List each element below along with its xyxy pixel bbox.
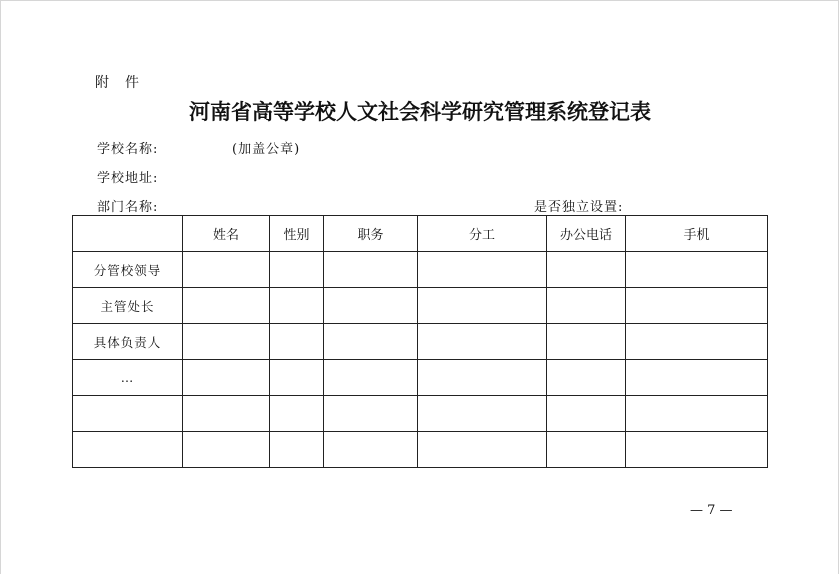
table-cell[interactable] — [418, 432, 547, 468]
department-label: 部门名称: — [97, 200, 159, 215]
row-label: … — [73, 360, 183, 396]
table-cell[interactable] — [270, 396, 324, 432]
table-cell[interactable] — [183, 252, 270, 288]
table-cell[interactable] — [183, 324, 270, 360]
table-row — [73, 252, 768, 288]
table-cell[interactable] — [626, 396, 768, 432]
table-cell[interactable] — [183, 360, 270, 396]
header-blank — [73, 216, 183, 252]
row-label — [73, 396, 183, 432]
table-row — [73, 396, 768, 432]
table-cell[interactable] — [418, 396, 547, 432]
table-cell[interactable] — [547, 432, 626, 468]
header-mobile: 手机 — [626, 216, 768, 252]
table-cell[interactable] — [547, 288, 626, 324]
table-cell[interactable] — [547, 252, 626, 288]
table-cell[interactable] — [418, 360, 547, 396]
table-row — [73, 432, 768, 468]
table-cell[interactable] — [626, 288, 768, 324]
table-cell[interactable] — [626, 360, 768, 396]
table-cell[interactable] — [626, 252, 768, 288]
table-cell[interactable] — [324, 432, 418, 468]
table-cell[interactable] — [270, 288, 324, 324]
table-cell[interactable] — [270, 432, 324, 468]
table-cell[interactable] — [626, 432, 768, 468]
seal-note: (加盖公章) — [232, 142, 301, 157]
table-row — [73, 360, 768, 396]
school-name-label: 学校名称: — [97, 142, 159, 157]
table-cell[interactable] — [547, 360, 626, 396]
independent-setup-label: 是否独立设置: — [534, 200, 624, 215]
attachment-label: 附件 — [95, 75, 155, 91]
table-cell[interactable] — [183, 432, 270, 468]
table-cell[interactable] — [547, 396, 626, 432]
header-duty: 分工 — [418, 216, 547, 252]
table-cell[interactable] — [418, 288, 547, 324]
table-cell[interactable] — [270, 324, 324, 360]
registration-table — [72, 215, 768, 468]
header-office-phone: 办公电话 — [547, 216, 626, 252]
page-number: — 7 — — [690, 503, 733, 518]
table-cell[interactable] — [270, 360, 324, 396]
school-address-label: 学校地址: — [97, 171, 159, 186]
table-cell[interactable] — [324, 288, 418, 324]
table-cell[interactable] — [183, 396, 270, 432]
header-gender: 性别 — [270, 216, 324, 252]
header-position: 职务 — [324, 216, 418, 252]
table-cell[interactable] — [418, 324, 547, 360]
table-cell[interactable] — [324, 396, 418, 432]
table-cell[interactable] — [626, 324, 768, 360]
row-label: 分管校领导 — [73, 252, 183, 288]
row-label: 具体负责人 — [73, 324, 183, 360]
row-label: 主管处长 — [73, 288, 183, 324]
document-title: 河南省高等学校人文社会科学研究管理系统登记表 — [189, 99, 651, 124]
table-cell[interactable] — [418, 252, 547, 288]
row-label — [73, 432, 183, 468]
table-cell[interactable] — [270, 252, 324, 288]
table-cell[interactable] — [324, 252, 418, 288]
table-header-row — [73, 216, 768, 252]
table-cell[interactable] — [547, 324, 626, 360]
table-row — [73, 288, 768, 324]
table-row — [73, 324, 768, 360]
header-name: 姓名 — [183, 216, 270, 252]
table-cell[interactable] — [183, 288, 270, 324]
table-cell[interactable] — [324, 324, 418, 360]
table-cell[interactable] — [324, 360, 418, 396]
